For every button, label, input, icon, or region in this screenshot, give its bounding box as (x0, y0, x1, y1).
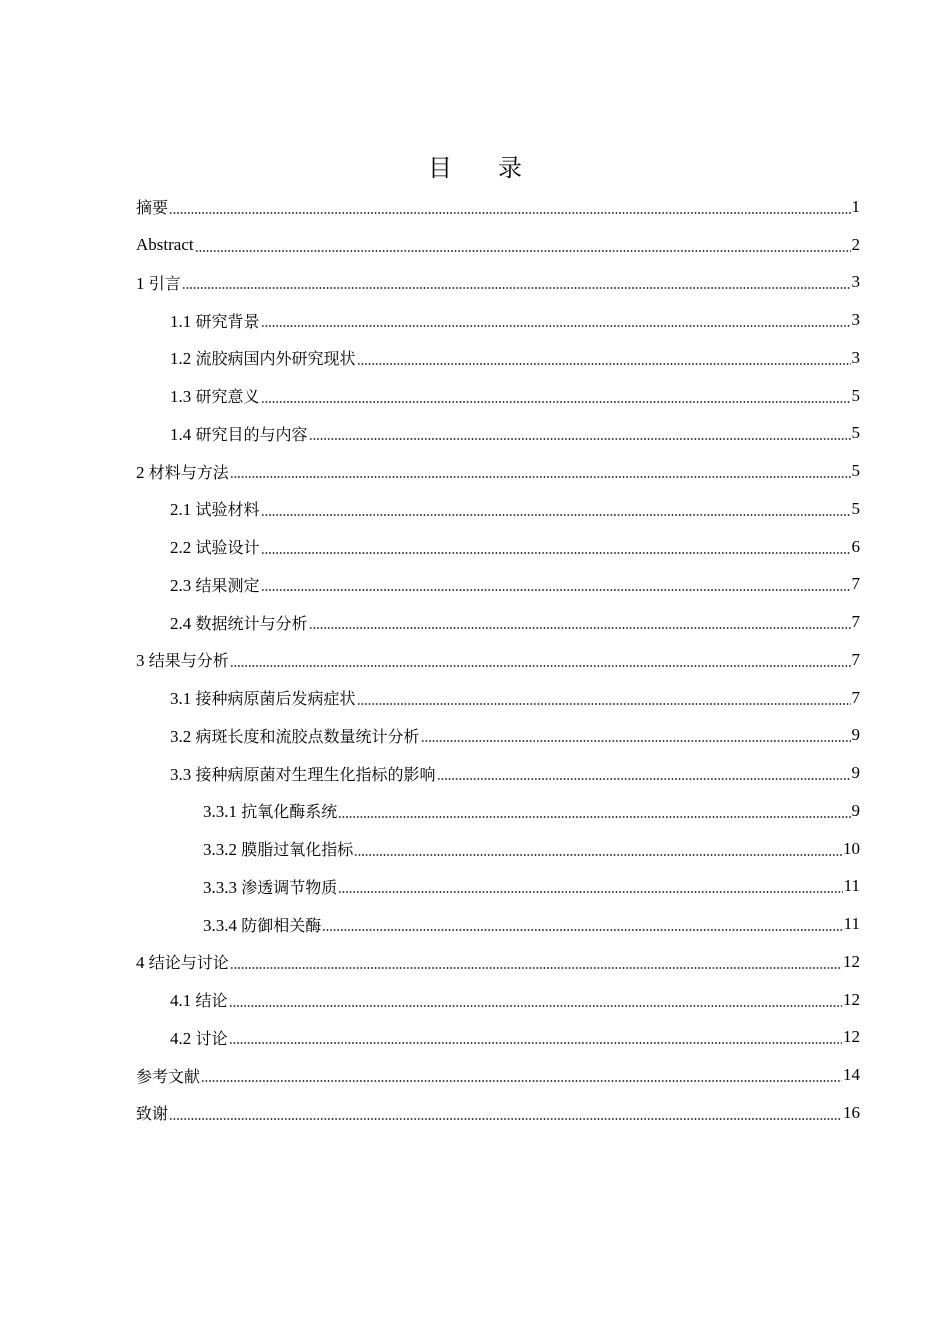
toc-page-number: 5 (851, 385, 860, 405)
toc-page-number: 11 (843, 914, 860, 934)
toc-entry-text: 研究意义 (195, 387, 260, 407)
dot-leader (338, 816, 850, 818)
toc-entry-1[interactable] (136, 264, 860, 302)
dot-leader (229, 1042, 842, 1044)
toc-entry-number: 3.3.2 (203, 840, 237, 860)
toc-entry-text: 防御相关酶 (241, 915, 322, 935)
dot-leader (230, 967, 842, 969)
toc-page-number: 5 (851, 498, 860, 518)
toc-entry-text: 接种病原菌后发病症状 (195, 689, 356, 709)
toc-page-number: 7 (851, 649, 860, 669)
toc-page-number: 7 (851, 687, 860, 707)
dot-leader (261, 401, 851, 403)
toc-page-number: 12 (843, 989, 860, 1009)
toc-entry-number: 3.3.3 (203, 877, 237, 897)
toc-entry-number: 1.1 (170, 311, 192, 331)
toc-page-number: 9 (851, 725, 860, 745)
dot-leader (169, 1118, 842, 1120)
toc-entry-3-3-4[interactable] (136, 905, 860, 943)
dot-leader (169, 212, 850, 214)
toc-entry-number: 1.4 (170, 424, 192, 444)
toc-entry-4[interactable] (136, 943, 860, 981)
toc-entry-text: 材料与方法 (148, 462, 229, 482)
title-char-1: 目 (428, 154, 452, 182)
toc-entry-text: 接种病原菌对生理生化指标的影响 (195, 764, 436, 784)
toc-entry-text: 研究目的与内容 (195, 424, 308, 444)
dot-leader (354, 854, 842, 856)
toc-page-number: 1 (851, 196, 860, 216)
toc-entry-number: 4.1 (170, 991, 192, 1011)
toc-page-number: 7 (851, 612, 860, 632)
toc-page-number: 3 (851, 272, 860, 292)
dot-leader (309, 627, 851, 629)
toc-entry-text: 结果测定 (195, 575, 260, 595)
dot-leader (195, 250, 851, 252)
toc-entry-text: 渗透调节物质 (241, 877, 338, 897)
toc-entry-number: 4 (136, 953, 145, 973)
toc-entry-text: 结论与讨论 (148, 953, 229, 973)
toc-page-number: 5 (851, 423, 860, 443)
toc-entry-3-2[interactable] (136, 717, 860, 755)
toc-entry-abstract-en[interactable] (136, 226, 860, 264)
toc-entry-1-1[interactable] (136, 301, 860, 339)
dot-leader (338, 891, 842, 893)
toc-entry-number: 1 (136, 273, 145, 293)
toc-entry-number: 3.1 (170, 689, 192, 709)
toc-entry-text: 结果与分析 (148, 651, 229, 671)
toc-entry-text: 参考文献 (136, 1066, 201, 1086)
dot-leader (261, 514, 851, 516)
toc-entry-text: 数据统计与分析 (195, 613, 308, 633)
toc-entry-number: 2.2 (170, 538, 192, 558)
page-title (0, 148, 950, 183)
toc-entry-number: 2.4 (170, 613, 192, 633)
dot-leader (201, 1080, 842, 1082)
toc-page-number: 5 (851, 461, 860, 481)
toc-entry-abstract-cn[interactable] (136, 188, 860, 226)
dot-leader (261, 552, 851, 554)
toc-entry-2[interactable] (136, 452, 860, 490)
toc-page-number: 12 (843, 951, 860, 971)
toc-page-number: 9 (851, 800, 860, 820)
toc-entry-text: Abstract (136, 234, 194, 254)
toc-entry-text: 研究背景 (195, 311, 260, 331)
toc-entry-2-1[interactable] (136, 490, 860, 528)
toc-page-number: 3 (851, 310, 860, 330)
toc-entry-3-1[interactable] (136, 679, 860, 717)
toc-entry-2-4[interactable] (136, 603, 860, 641)
dot-leader (230, 476, 851, 478)
toc-entry-number: 3.2 (170, 726, 192, 746)
toc-page-number: 10 (843, 838, 860, 858)
toc-entry-4-2[interactable] (136, 1019, 860, 1057)
dot-leader (261, 325, 851, 327)
toc-entry-text: 病斑长度和流胶点数量统计分析 (195, 726, 420, 746)
toc-page-number: 2 (851, 234, 860, 254)
toc-page-number: 6 (851, 536, 860, 556)
toc-entry-text: 抗氧化酶系统 (241, 802, 338, 822)
dot-leader (437, 778, 851, 780)
toc-page-number: 12 (843, 1027, 860, 1047)
toc-entry-acknowledgements[interactable] (136, 1094, 860, 1132)
dot-leader (229, 1005, 842, 1007)
toc-entry-number: 2.3 (170, 575, 192, 595)
title-char-2: 录 (498, 154, 522, 182)
toc-entry-text: 试验设计 (195, 538, 260, 558)
toc-entry-2-2[interactable] (136, 528, 860, 566)
toc-page-number: 16 (843, 1102, 860, 1122)
toc-entry-number: 3.3.1 (203, 802, 237, 822)
toc-entry-1-2[interactable] (136, 339, 860, 377)
toc-entry-references[interactable] (136, 1056, 860, 1094)
toc-entry-text: 结论 (195, 991, 228, 1011)
toc-entry-2-3[interactable] (136, 566, 860, 604)
toc-entry-3-3-3[interactable] (136, 868, 860, 906)
toc-entry-number: 4.2 (170, 1028, 192, 1048)
toc-page-number: 14 (843, 1065, 860, 1085)
toc-entry-text: 膜脂过氧化指标 (241, 840, 354, 860)
toc-entry-4-1[interactable] (136, 981, 860, 1019)
toc-entry-1-4[interactable] (136, 415, 860, 453)
dot-leader (357, 703, 851, 705)
toc-entry-number: 3.3 (170, 764, 192, 784)
toc-entry-text: 流胶病国内外研究现状 (195, 349, 356, 369)
toc-entry-3-3-1[interactable] (136, 792, 860, 830)
toc-entry-3-3-2[interactable] (136, 830, 860, 868)
toc-entry-3-3[interactable] (136, 754, 860, 792)
dot-leader (357, 363, 851, 365)
toc-page-number: 3 (851, 347, 860, 367)
toc-entry-text: 致谢 (136, 1104, 169, 1124)
toc-entry-number: 2 (136, 462, 145, 482)
dot-leader (261, 589, 851, 591)
toc-entry-number: 1.3 (170, 387, 192, 407)
toc-entry-number: 2.1 (170, 500, 192, 520)
toc-page-number: 7 (851, 574, 860, 594)
toc-entry-1-3[interactable] (136, 377, 860, 415)
table-of-contents (136, 188, 860, 1132)
toc-entry-number: 3.3.4 (203, 915, 237, 935)
dot-leader (421, 740, 851, 742)
toc-page-number: 11 (843, 876, 860, 896)
dot-leader (230, 665, 851, 667)
dot-leader (309, 438, 851, 440)
dot-leader (182, 287, 851, 289)
toc-entry-text: 摘要 (136, 198, 169, 218)
toc-entry-3[interactable] (136, 641, 860, 679)
toc-entry-number: 1.2 (170, 349, 192, 369)
toc-entry-text: 引言 (148, 273, 181, 293)
toc-entry-text: 试验材料 (195, 500, 260, 520)
dot-leader (322, 929, 842, 931)
toc-entry-number: 3 (136, 651, 145, 671)
toc-entry-text: 讨论 (195, 1028, 228, 1048)
toc-page-number: 9 (851, 763, 860, 783)
